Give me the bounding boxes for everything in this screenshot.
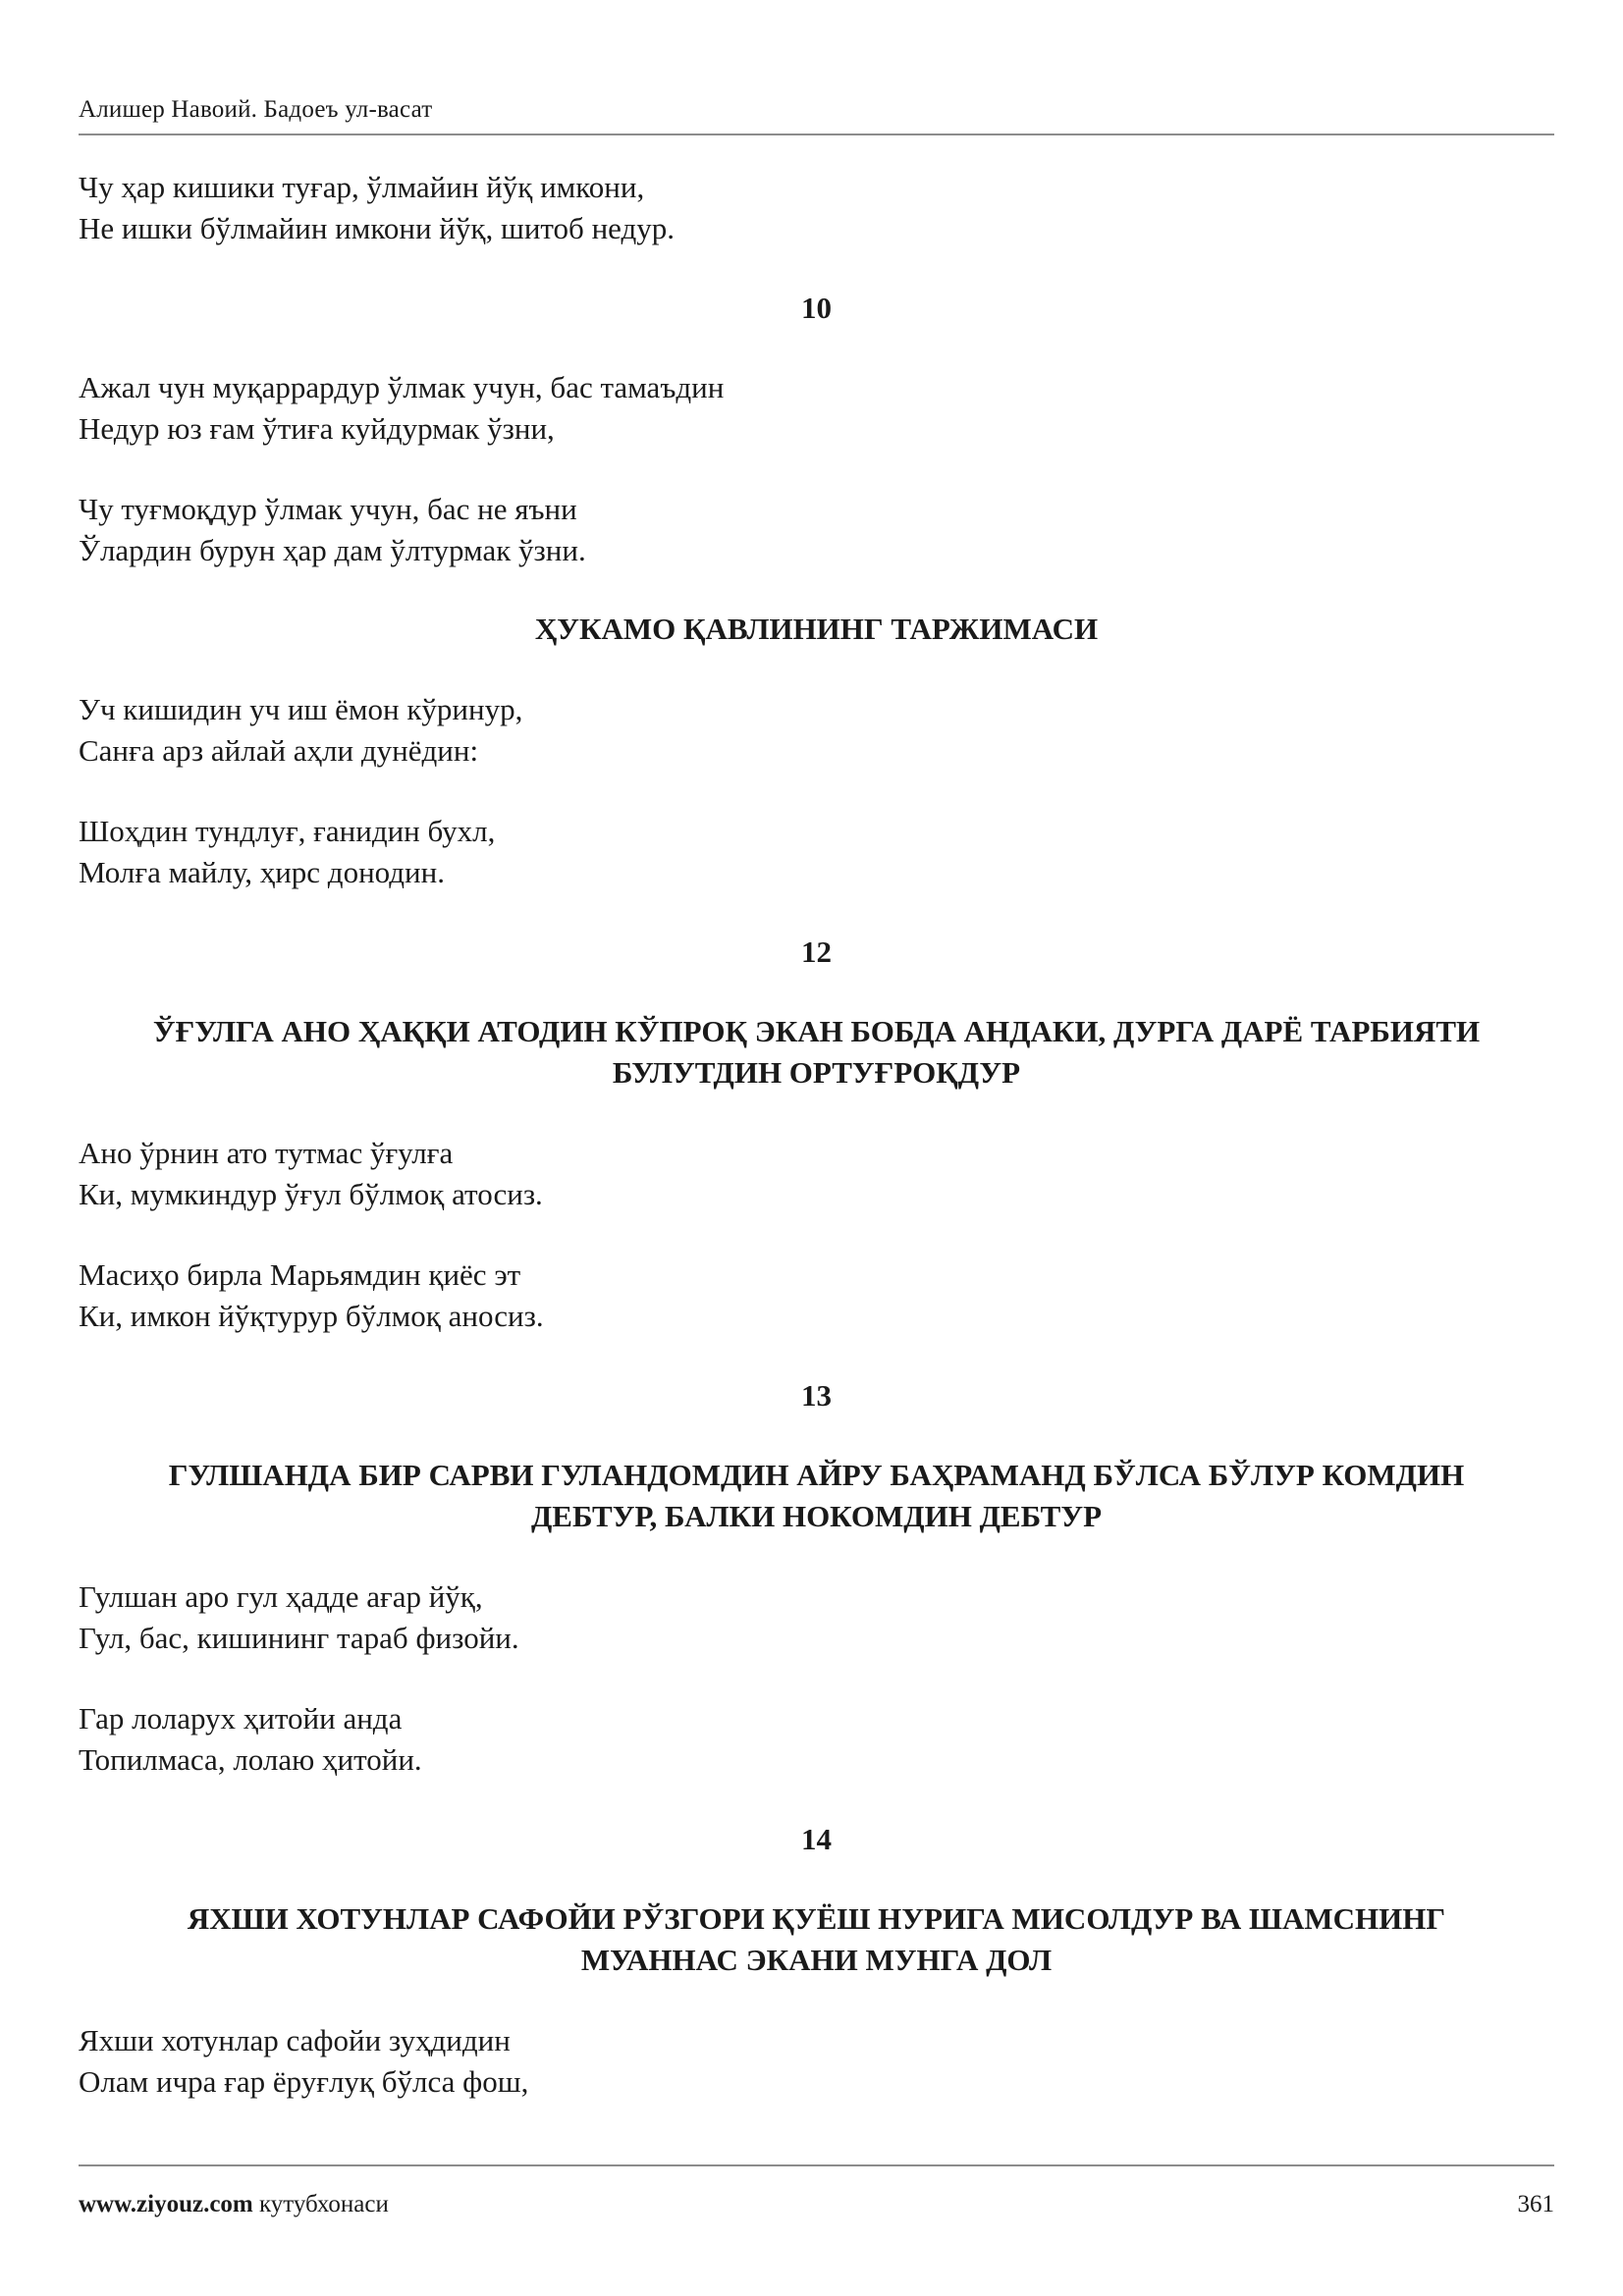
stanza [79, 2020, 1554, 2103]
verse-line: Молға майлу, ҳирс донодин. [79, 855, 445, 889]
section-heading: ЯХШИ ХОТУНЛАР САФОЙИ РЎЗГОРИ ҚУЁШ НУРИГА МИСОЛДУР ВА ШАМСНИНГ МУАННАС ЭКАНИ МУНГА ДОЛ [187, 1901, 1446, 1977]
verse-line: Масиҳо бирла Марьямдин қиёс эт [79, 1257, 521, 1292]
verse-line: Не ишки бўлмайин имкони йўқ, шитоб недур. [79, 211, 676, 245]
page-number: 361 [1517, 2191, 1554, 2217]
verse-line: Чу ҳар кишики туғар, ўлмайин йўқ имкони, [79, 170, 645, 204]
section-number: 13 [801, 1378, 832, 1413]
verse-line: Шоҳдин тундлуғ, ғанидин бухл, [79, 814, 496, 848]
page-body [79, 167, 1554, 2103]
running-head-title: Алишер Навоий. Бадоеъ ул-васат [79, 96, 433, 123]
stanza [79, 367, 1554, 450]
verse-line: Уч кишидин уч иш ёмон кўринур, [79, 692, 523, 726]
section-heading: ЎҒУЛГА АНО ҲАҚҚИ АТОДИН КЎПРОҚ ЭКАН БОБДА АНДАКИ, ДУРГА ДАРЁ ТАРБИЯТИ БУЛУТДИН ОРТУҒРОҚДУР [152, 1014, 1481, 1090]
stanza [79, 1255, 1554, 1337]
footer-rule [79, 2164, 1554, 2166]
stanza [79, 689, 1554, 772]
stanza [79, 811, 1554, 893]
stanza [79, 489, 1554, 571]
footer-credit [79, 2191, 389, 2218]
section-number: 12 [801, 934, 832, 969]
verse-line: Санға арз айлай аҳли дунёдин: [79, 733, 479, 768]
section-heading: ГУЛШАНДА БИР САРВИ ГУЛАНДОМДИН АЙРУ БАҲРАМАНД БЎЛСА БЎЛУР КОМДИН ДЕБТУР, БАЛКИ НОКОМДИН ДЕБТУР [168, 1458, 1465, 1533]
verse-line: Гулшан аро гул ҳадде ағар йўқ, [79, 1579, 483, 1614]
section-number: 10 [801, 291, 832, 325]
section-heading: ҲУКАМО ҚАВЛИНИНГ ТАРЖИМАСИ [534, 612, 1099, 646]
section-number: 14 [801, 1822, 832, 1856]
verse-line: Яхши хотунлар сафойи зуҳдидин [79, 2023, 511, 2057]
verse-line: Недур юз ғам ўтиға куйдурмак ўзни, [79, 411, 555, 446]
verse-line: Гар лоларух ҳитойи анда [79, 1701, 403, 1735]
stanza [79, 1133, 1554, 1215]
footer-library: кутубхонаси [259, 2191, 389, 2217]
verse-line: Ки, имкон йўқтурур бўлмоқ аносиз. [79, 1299, 544, 1333]
verse-line: Ажал чун муқаррардур ўлмак учун, бас тамаъдин [79, 370, 725, 404]
verse-line: Чу туғмоқдур ўлмак учун, бас не яъни [79, 492, 577, 526]
header-rule [79, 133, 1554, 135]
stanza [79, 1698, 1554, 1781]
verse-line: Ано ўрнин ато тутмас ўғулға [79, 1136, 454, 1170]
footer-site[interactable]: www.ziyouz.com [79, 2191, 253, 2217]
verse-line: Ўлардин бурун ҳар дам ўлтурмак ўзни. [79, 533, 586, 567]
verse-line: Топилмаса, лолаю ҳитойи. [79, 1742, 422, 1777]
stanza [79, 1576, 1554, 1659]
stanza [79, 167, 1554, 249]
verse-line: Олам ичра ғар ёруғлуқ бўлса фош, [79, 2064, 529, 2099]
verse-line: Ки, мумкиндур ўғул бўлмоқ атосиз. [79, 1177, 543, 1211]
verse-line: Гул, бас, кишининг тараб физойи. [79, 1621, 519, 1655]
